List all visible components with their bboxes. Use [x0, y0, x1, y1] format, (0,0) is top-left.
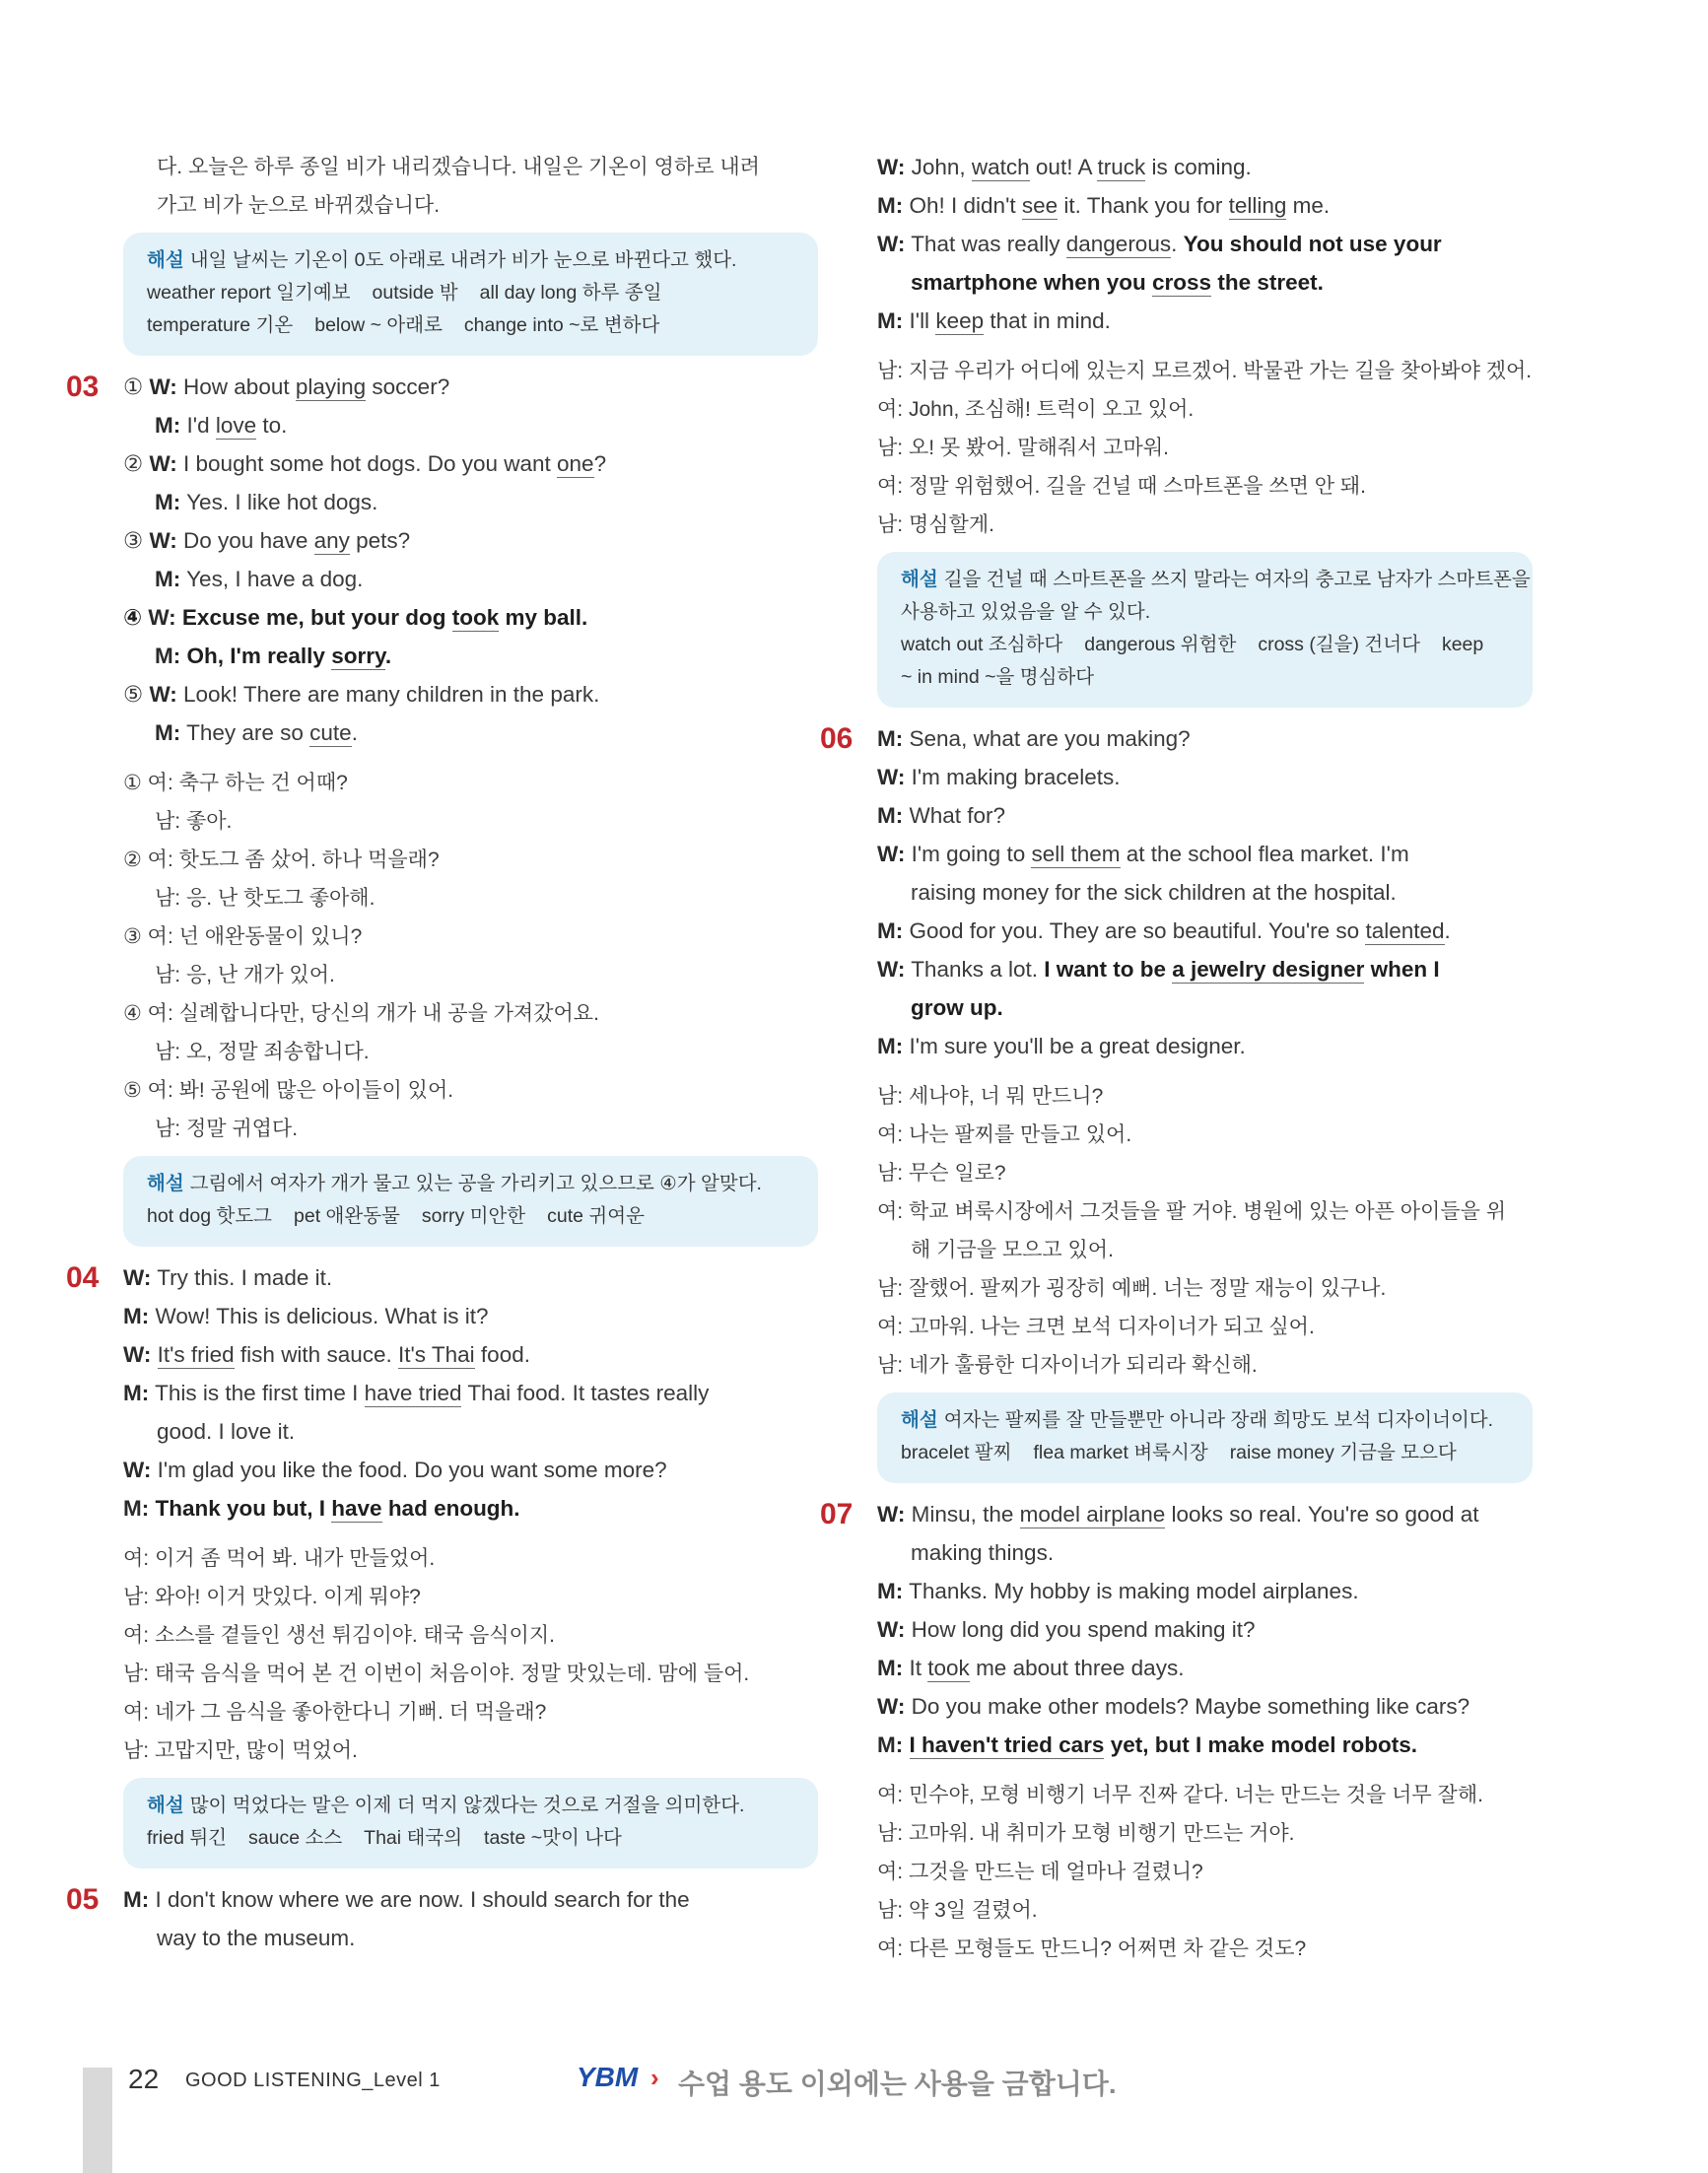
item-mark: ③	[123, 528, 144, 553]
section-number: 04	[66, 1261, 100, 1294]
vocab-term: cross (길을) 건너다	[1258, 634, 1420, 655]
brand-logo: YBM	[577, 2062, 639, 2092]
vocab-term: Thai 태국의	[364, 1827, 463, 1849]
section-number: 07	[820, 1498, 854, 1530]
section-05-continued: W: John, watch out! A truck is coming. M: Oh! I didn't see it. Thank you for telling me. W: That was really dangerous. You should not use your smartphone when you cross the street. M: I'll keep that in mind. 남: 지금 우리가 어디에 있는지 모르겠어. 박물관 가는 길을 찾아봐야 겠어. 여: John, 조심해! 트럭이 오고 있어. 남: 오! 못 봤어. 말해줘서 고마워. 여: 정말 위험했어. 길을 건널 때 스마트폰을 쓰면 안 돼. 남: 명심할게.	[877, 148, 1533, 544]
answer-underline: It's fried	[157, 1342, 235, 1367]
explanation-tag: 해설	[147, 1173, 184, 1194]
answer-underline: dangerous	[1065, 232, 1172, 256]
item-mark: ⑤	[123, 682, 144, 707]
vocab-term: weather report 일기예보	[147, 282, 351, 304]
vocab-term: raise money 기금을 모으다	[1229, 1442, 1457, 1463]
vocab-row	[901, 629, 1511, 661]
explanation-tag: 해설	[901, 1409, 938, 1431]
vocab-term: ~ in mind ~을 명심하다	[901, 666, 1095, 688]
section-number: 06	[820, 722, 854, 755]
korean-line: 남: 잘했어. 팔찌가 굉장히 예뻐. 너는 정말 재능이 있구나.	[877, 1277, 1387, 1300]
korean-line: 해 기금을 모으고 있어.	[911, 1239, 1114, 1261]
item-mark: ②	[123, 451, 144, 476]
korean-line: 남: 응, 난 개가 있어.	[155, 964, 335, 986]
page-number: 22	[128, 2064, 160, 2094]
korean-line: 여: 나는 팔찌를 만들고 있어.	[877, 1123, 1132, 1146]
vocab-term: outside 밖	[372, 282, 458, 304]
korean-line: ③ 여: 넌 애완동물이 있니?	[123, 925, 363, 948]
vocab-row	[901, 661, 1511, 694]
section-04: 04 W: Try this. I made it. M: Wow! This is delicious. What is it? W: It's fried fish with sauce. It's Thai food. M: This is the first time I have tried Thai food. It tastes really good. I love it. W: I'm glad you like the food. Do you want some more? M: Thank you but, I have had enough. 여: 이거 좀 먹어 봐. 내가 만들었어. 남: 와아! 이거 맛있다. 이게 뭐야? 여: 소스를 곁들인 생선 튀김이야. 태국 음식이지. 남: 태국 음식을 먹어 본 건 이번이 처음이야. 정말 맛있는데. 맘에 들어. 여: 네가 그 음식을 좋아한다니 기뻐. 더 먹을래? 남: 고맙지만, 많이 먹었어.	[123, 1258, 818, 1770]
korean-line: 남: 태국 음식을 먹어 본 건 이번이 처음이야. 정말 맛있는데. 맘에 들어.	[123, 1663, 750, 1685]
explanation-text: 여자는 팔찌를 잘 만들뿐만 아니라 장래 희망도 보석 디자이너이다.	[943, 1409, 1494, 1431]
explanation-text: 많이 먹었다는 말은 이제 더 먹지 않겠다는 것으로 거절을 의미한다.	[189, 1795, 745, 1816]
answer-underline: cute	[309, 720, 352, 745]
usage-notice: 수업 용도 이외에는 사용을 금합니다.	[678, 2069, 1117, 2099]
vocab-term: temperature 기온	[147, 314, 294, 336]
korean-line: ② 여: 핫도그 좀 샀어. 하나 먹을래?	[123, 849, 440, 871]
explanation-box	[123, 1778, 818, 1868]
vocab-term: bracelet 팔찌	[901, 1442, 1012, 1463]
korean-line: 남: 오, 정말 죄송합니다.	[155, 1041, 370, 1063]
footer-side-bar	[83, 2068, 112, 2173]
answer-underline: one	[557, 451, 594, 476]
vocab-term: fried 튀긴	[147, 1827, 228, 1849]
answer-underline: have tried	[364, 1381, 462, 1405]
section-number: 03	[66, 371, 100, 403]
answer-underline: keep	[935, 308, 985, 333]
vocab-row	[901, 1437, 1511, 1469]
answer-underline: see	[1021, 193, 1059, 218]
vocab-row	[147, 1200, 796, 1233]
answer-underline: I haven't tried cars	[909, 1732, 1105, 1757]
vocab-row	[147, 309, 796, 342]
left-column	[66, 148, 818, 1957]
explanation-box	[123, 1156, 818, 1247]
item-mark: ①	[123, 374, 144, 399]
explanation-tag: 해설	[901, 569, 938, 590]
answer-underline: took	[451, 605, 500, 630]
korean-line: 남: 무슨 일로?	[877, 1162, 1006, 1185]
intro-korean-line: 가고 비가 눈으로 바뀌겠습니다.	[157, 194, 441, 217]
korean-line: 여: 이거 좀 먹어 봐. 내가 만들었어.	[123, 1547, 436, 1570]
vocab-term: keep	[1441, 634, 1484, 655]
answer-underline: a jewelry designer	[1172, 957, 1365, 982]
answer-underline: have	[331, 1496, 382, 1521]
answer-underline: sell them	[1031, 842, 1121, 866]
answer-underline: telling	[1228, 193, 1287, 218]
korean-line: 남: 세나야, 너 뭐 만드니?	[877, 1085, 1104, 1108]
vocab-term: below ~ 아래로	[314, 314, 443, 336]
korean-line: 남: 응. 난 핫도그 좋아해.	[155, 887, 376, 910]
item-mark: ④	[123, 605, 143, 630]
vocab-term: taste ~맛이 나다	[484, 1827, 622, 1849]
chevron-right-icon: ›	[650, 2063, 659, 2092]
korean-line: 남: 네가 훌륭한 디자이너가 되리라 확신해.	[877, 1354, 1258, 1377]
answer-underline: truck	[1097, 155, 1146, 179]
section-03: 03 ① W: How about playing soccer? M: I'd love to. ② W: I bought some hot dogs. Do you want one? M: Yes. I like hot dogs. ③ W: Do you have any pets? M: Yes, I have a dog. ④ W: Excuse me, but your dog took my ball. M: Oh, I'm really sorry. ⑤ W: Look! There are many children in the park. M: They are so cute. ① 여: 축구 하는 건 어때? 남: 좋아. ② 여: 핫도그 좀 샀어. 하나 먹을래? 남: 응. 난 핫도그 좋아해. ③ 여: 넌 애완동물이 있니? 남: 응, 난 개가 있어. ④ 여: 실례합니다만, 당신의 개가 내 공을 가져갔어요. 남: 오, 정말 죄송합니다. ⑤ 여: 봐! 공원에 많은 아이들이 있어. 남: 정말 귀엽다.	[123, 368, 818, 1148]
answer-underline: love	[215, 413, 257, 438]
section-07: 07 W: Minsu, the model airplane looks so real. You're so good at making things. M: Thanks. My hobby is making model airplanes. W: How long did you spend making it? M: It took me about three days. W: Do you make other models? Maybe something like cars? M: I haven't tried cars yet, but I make model robots. 여: 민수야, 모형 비행기 너무 진짜 같다. 너는 만드는 것을 너무 잘해. 남: 고마워. 내 취미가 모형 비행기 만드는 거야. 여: 그것을 만드는 데 얼마나 걸렸니? 남: 약 3일 걸렸어. 여: 다른 모형들도 만드니? 어쩌면 차 같은 것도?	[877, 1495, 1533, 1968]
explanation-text: 내일 날씨는 기온이 0도 아래로 내려가 비가 눈으로 바뀐다고 했다.	[189, 249, 737, 271]
vocab-term: watch out 조심하다	[901, 634, 1063, 655]
korean-line: 남: 고맙지만, 많이 먹었어.	[123, 1739, 358, 1762]
answer-underline: talented	[1365, 918, 1445, 943]
vocab-term: pet 애완동물	[294, 1205, 400, 1227]
answer-underline: playing	[295, 374, 367, 399]
korean-line: 남: 와아! 이거 맛있다. 이게 뭐야?	[123, 1586, 421, 1608]
explanation-box	[877, 552, 1533, 708]
explanation-box	[123, 233, 818, 356]
korean-line: 남: 정말 귀엽다.	[155, 1118, 299, 1140]
vocab-term: change into ~로 변하다	[463, 314, 660, 336]
korean-line: ① 여: 축구 하는 건 어때?	[123, 772, 348, 794]
section-number: 05	[66, 1883, 100, 1916]
answer-underline: watch	[971, 155, 1030, 179]
vocab-term: flea market 벼룩시장	[1033, 1442, 1208, 1463]
korean-line: 남: 명심할게.	[877, 513, 994, 536]
right-column	[820, 148, 1533, 1968]
section-06: 06 M: Sena, what are you making? W: I'm making bracelets. M: What for? W: I'm going to sell them at the school flea market. I'm raising money for the sick children at the hospital. M: Good for you. They are so beautiful. You're so talented. W: Thanks a lot. I want to be a jewelry designer when I grow up. M: I'm sure you'll be a great designer. 남: 세나야, 너 뭐 만드니? 여: 나는 팔찌를 만들고 있어. 남: 무슨 일로? 여: 학교 벼룩시장에서 그것들을 팔 거야. 병원에 있는 아픈 아이들을 위 해 기금을 모으고 있어. 남: 잘했어. 팔찌가 굉장히 예뻐. 너는 정말 재능이 있구나. 여: 고마워. 나는 크면 보석 디자이너가 되고 싶어. 남: 네가 훌륭한 디자이너가 되리라 확신해.	[877, 719, 1533, 1385]
intro-korean-line: 다. 오늘은 하루 종일 비가 내리겠습니다. 내일은 기온이 영하로 내려	[157, 156, 760, 178]
explanation-text: 사용하고 있었음을 알 수 있다.	[901, 601, 1151, 623]
korean-line: 여: 다른 모형들도 만드니? 어쩌면 차 같은 것도?	[877, 1937, 1307, 1960]
korean-line: 여: 네가 그 음식을 좋아한다니 기뻐. 더 먹을래?	[123, 1701, 547, 1724]
explanation-tag: 해설	[147, 249, 184, 271]
korean-line: 여: 고마워. 나는 크면 보석 디자이너가 되고 싶어.	[877, 1316, 1315, 1338]
vocab-term: sauce 소스	[248, 1827, 343, 1849]
korean-line: 남: 오! 못 봤어. 말해줘서 고마워.	[877, 437, 1169, 459]
vocab-row	[147, 1822, 796, 1855]
korean-line: 남: 좋아.	[155, 810, 233, 833]
korean-line: 여: John, 조심해! 트럭이 오고 있어.	[877, 398, 1195, 421]
korean-line: 여: 정말 위험했어. 길을 건널 때 스마트폰을 쓰면 안 돼.	[877, 475, 1367, 498]
vocab-term: sorry 미안한	[421, 1205, 526, 1227]
korean-line: 남: 고마워. 내 취미가 모형 비행기 만드는 거야.	[877, 1822, 1295, 1845]
korean-line: 남: 약 3일 걸렸어.	[877, 1899, 1038, 1922]
answer-underline: cross	[1152, 270, 1212, 295]
vocab-term: cute 귀여운	[547, 1205, 645, 1227]
vocab-term: hot dog 핫도그	[147, 1205, 272, 1227]
vocab-term: dangerous 위험한	[1084, 634, 1237, 655]
korean-line: 여: 소스를 곁들인 생선 튀김이야. 태국 음식이지.	[123, 1624, 555, 1647]
korean-line: 여: 학교 벼룩시장에서 그것들을 팔 거야. 병원에 있는 아픈 아이들을 위	[877, 1200, 1507, 1223]
explanation-text: 길을 건널 때 스마트폰을 쓰지 말라는 여자의 충고로 남자가 스마트폰을	[943, 569, 1531, 590]
korean-line: 남: 지금 우리가 어디에 있는지 모르겠어. 박물관 가는 길을 찾아봐야 겠어.	[877, 360, 1533, 382]
answer-underline: It's Thai	[398, 1342, 475, 1367]
vocab-term: all day long 하루 종일	[479, 282, 662, 304]
korean-line: ⑤ 여: 봐! 공원에 많은 아이들이 있어.	[123, 1079, 454, 1102]
section-05: 05 M: I don't know where we are now. I should search for the way to the museum.	[123, 1880, 818, 1957]
book-title: GOOD LISTENING_Level 1	[185, 2070, 441, 2091]
answer-underline: took	[927, 1656, 970, 1680]
korean-line: 여: 민수야, 모형 비행기 너무 진짜 같다. 너는 만드는 것을 너무 잘해.	[877, 1784, 1483, 1806]
explanation-text: 그림에서 여자가 개가 물고 있는 공을 가리키고 있으므로 ④가 알맞다.	[189, 1173, 762, 1194]
explanation-box	[877, 1392, 1533, 1483]
answer-underline: any	[313, 528, 350, 553]
korean-line: 여: 그것을 만드는 데 얼마나 걸렸니?	[877, 1861, 1203, 1883]
korean-line: ④ 여: 실례합니다만, 당신의 개가 내 공을 가져갔어요.	[123, 1002, 599, 1025]
answer-underline: sorry	[331, 644, 385, 668]
answer-underline: model airplane	[1019, 1502, 1166, 1527]
explanation-tag: 해설	[147, 1795, 184, 1816]
vocab-row	[147, 277, 796, 309]
